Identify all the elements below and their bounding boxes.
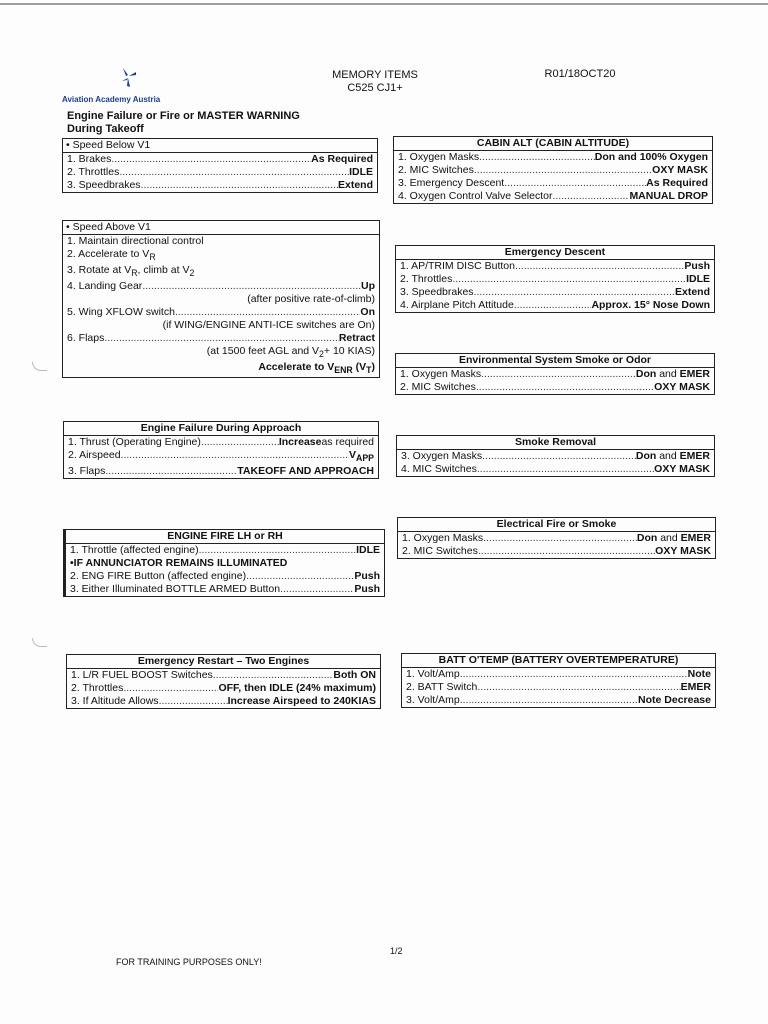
title-line-2: C525 CJ1+	[347, 82, 403, 94]
title-line-1: MEMORY ITEMS	[332, 69, 418, 81]
approach-failure-title: Engine Failure During Approach	[64, 422, 378, 436]
item-label: 1. Thrust (Operating Engine)	[68, 436, 201, 448]
approach-failure-box	[63, 421, 379, 479]
checklist-row	[66, 544, 384, 557]
checklist-row	[66, 583, 384, 596]
item-value: Increase	[278, 436, 322, 448]
env-smoke-box	[395, 353, 715, 395]
item-label: 3. Flaps	[68, 465, 106, 478]
item-label: 3. Emergency Descent	[398, 177, 505, 189]
checklist-row	[394, 190, 712, 203]
item-value: Push	[684, 260, 710, 272]
item-label: 1. AP/TRIM DISC Button	[400, 260, 515, 272]
item-value: $V_{APP}$	[348, 449, 374, 464]
item-connector: and	[656, 368, 680, 380]
item-label: 3. Oxygen Masks	[401, 450, 483, 462]
item-value: IDLE	[356, 544, 380, 556]
item-label: 2. MIC Switches	[398, 164, 474, 176]
item-label: 4. Landing Gear	[67, 280, 143, 293]
item-value: Push	[354, 583, 380, 595]
speed-below-v1-box	[62, 138, 378, 193]
item-value: EMER	[679, 368, 710, 380]
step-maintain-control: 1. Maintain directional control	[67, 235, 204, 247]
item-value: IDLE	[686, 273, 710, 285]
item-value: MANUAL DROP	[629, 190, 708, 202]
item-value: Retract	[338, 332, 375, 345]
item-label: 6. Flaps	[67, 332, 105, 345]
speed-below-v1-title: • Speed Below V1	[63, 139, 377, 153]
checklist-row	[398, 532, 715, 545]
training-disclaimer: FOR TRAINING PURPOSES ONLY!	[116, 957, 262, 967]
item-label: 2. Throttles	[67, 166, 120, 178]
propeller-logo-icon	[120, 66, 138, 90]
electrical-fire-box	[397, 517, 716, 559]
emergency-descent-box	[395, 245, 715, 313]
checklist-row	[398, 545, 715, 558]
item-label: 2. Airspeed	[68, 449, 121, 461]
item-value: Don	[635, 450, 657, 462]
item-label: 1. Brakes	[67, 153, 112, 165]
step-rotate: 3. Rotate at $V_R$, climb at $V_2$	[67, 264, 195, 279]
checklist-row	[394, 177, 712, 190]
electrical-fire-title: Electrical Fire or Smoke	[398, 518, 715, 532]
item-value: Approx. 15° Nose Down	[591, 299, 710, 311]
checklist-row	[396, 368, 714, 381]
item-label: 2. ENG FIRE Button (affected engine)	[70, 570, 247, 582]
item-label: 3. Speedbrakes	[67, 179, 141, 191]
item-value: Extend	[674, 286, 710, 298]
batt-otemp-box	[401, 653, 716, 708]
cabin-alt-title: CABIN ALT (CABIN ALTITUDE)	[394, 137, 712, 151]
academy-logo	[62, 66, 161, 104]
item-value: OXY MASK	[652, 164, 708, 176]
revision-label: R01/18OCT20	[544, 68, 616, 80]
engine-fire-box	[63, 529, 385, 597]
item-label: 4. MIC Switches	[401, 463, 477, 475]
item-value: TAKEOFF AND APPROACH	[237, 465, 374, 478]
env-smoke-title: Environmental System Smoke or Odor	[396, 354, 714, 368]
item-value: Don	[635, 368, 657, 380]
flaps-note: (at 1500 feet AGL and $V_2+ 10$ KIAS)	[206, 345, 375, 360]
emergency-restart-box	[66, 654, 381, 709]
binder-hole-mark	[32, 638, 47, 647]
checklist-row	[63, 306, 379, 319]
checklist-row	[67, 695, 380, 708]
xflow-note: (if WING/ENGINE ANTI-ICE switches are On)	[162, 319, 375, 332]
checklist-row	[394, 164, 712, 177]
item-value: Up	[361, 280, 375, 293]
checklist-row	[63, 166, 377, 179]
item-suffix: as required	[321, 436, 374, 448]
item-label: 2. Throttles	[400, 273, 453, 285]
item-label: 2. Throttles	[71, 682, 124, 694]
item-label: 4. Oxygen Control Valve Selector	[398, 190, 553, 202]
emergency-restart-title: Emergency Restart – Two Engines	[67, 655, 380, 669]
document-title	[300, 69, 450, 95]
item-value: OXY MASK	[654, 381, 710, 393]
engine-failure-heading-line1: Engine Failure or Fire or MASTER WARNING	[67, 110, 300, 122]
item-label: 5. Wing XFLOW switch	[67, 306, 175, 319]
item-label: 1. Oxygen Masks	[400, 368, 482, 380]
checklist-row	[397, 450, 714, 463]
item-value: Increase Airspeed to 240KIAS	[227, 695, 376, 707]
item-value: OXY MASK	[655, 545, 711, 557]
item-label: 3. Speedbrakes	[400, 286, 474, 298]
item-value: Note	[687, 668, 711, 680]
scan-top-edge	[0, 3, 768, 5]
item-value: OFF, then IDLE (24% maximum)	[218, 682, 376, 694]
item-label: 4. Airplane Pitch Attitude	[400, 299, 514, 311]
checklist-row	[402, 681, 715, 694]
checklist-row	[396, 286, 714, 299]
engine-fire-title: ENGINE FIRE LH or RH	[66, 530, 384, 544]
item-value: Note Decrease	[638, 694, 711, 706]
checklist-row	[396, 273, 714, 286]
checklist-row	[63, 280, 379, 293]
smoke-removal-title: Smoke Removal	[397, 436, 714, 450]
item-label: 1. Volt/Amp	[406, 668, 460, 680]
binder-hole-mark	[32, 362, 47, 371]
checklist-row	[402, 694, 715, 707]
item-label: 2. MIC Switches	[402, 545, 478, 557]
item-value: Extend	[337, 179, 373, 191]
checklist-row	[64, 436, 378, 449]
item-value: On	[360, 306, 375, 319]
gear-note: (after positive rate-of-climb)	[247, 293, 375, 306]
emergency-descent-title: Emergency Descent	[396, 246, 714, 260]
item-value: EMER	[679, 450, 710, 462]
item-value: As Required	[646, 177, 708, 189]
checklist-row	[63, 179, 377, 192]
item-label: 3. If Altitude Allows	[71, 695, 159, 707]
cabin-alt-box	[393, 136, 713, 204]
item-label: 2. MIC Switches	[400, 381, 476, 393]
checklist-row	[402, 668, 715, 681]
checklist-row	[396, 299, 714, 312]
item-value: OXY MASK	[654, 463, 710, 475]
checklist-row	[64, 465, 378, 478]
item-label: 1. Oxygen Masks	[402, 532, 484, 544]
item-value: EMER	[680, 681, 711, 693]
item-label: 1. Oxygen Masks	[398, 151, 480, 163]
engine-failure-heading	[67, 110, 300, 136]
checklist-row	[64, 449, 378, 465]
item-label: 1. L/R FUEL BOOST Switches	[71, 669, 213, 681]
checklist-row	[396, 260, 714, 273]
checklist-row	[67, 669, 380, 682]
item-value: IDLE	[349, 166, 373, 178]
accelerate-enroute: Accelerate to $V_{ENR}$ $(V_T)$	[258, 361, 375, 376]
item-value: EMER	[680, 532, 711, 544]
item-connector: and	[656, 450, 680, 462]
item-value: Both ON	[333, 669, 376, 681]
smoke-removal-box	[396, 435, 715, 477]
item-label: 3. Either Illuminated BOTTLE ARMED Button	[70, 583, 281, 595]
item-label: 1. Throttle (affected engine)	[70, 544, 199, 556]
item-value: As Required	[311, 153, 373, 165]
checklist-row	[396, 381, 714, 394]
checklist-row	[397, 463, 714, 476]
step-accelerate: 2. Accelerate to $V_R$	[67, 248, 156, 263]
checklist-row	[394, 151, 712, 164]
annunciator-condition: •IF ANNUNCIATOR REMAINS ILLUMINATED	[70, 557, 288, 569]
checklist-row	[66, 570, 384, 583]
item-connector: and	[657, 532, 681, 544]
checklist-row	[67, 682, 380, 695]
engine-failure-heading-line2: During Takeoff	[67, 123, 144, 135]
speed-above-v1-box	[62, 220, 380, 378]
batt-otemp-title: BATT O'TEMP (BATTERY OVERTEMPERATURE)	[402, 654, 715, 668]
item-label: 3. Volt/Amp	[406, 694, 460, 706]
item-value: Don and 100% Oxygen	[594, 151, 708, 163]
logo-text: Aviation Academy Austria	[62, 95, 161, 104]
item-label: 2. BATT Switch	[406, 681, 478, 693]
checklist-row	[63, 153, 377, 166]
speed-above-v1-title: • Speed Above V1	[63, 221, 379, 235]
item-value: Don	[636, 532, 658, 544]
checklist-row	[63, 332, 379, 345]
page-number: 1/2	[390, 946, 403, 956]
item-value: Push	[354, 570, 380, 582]
